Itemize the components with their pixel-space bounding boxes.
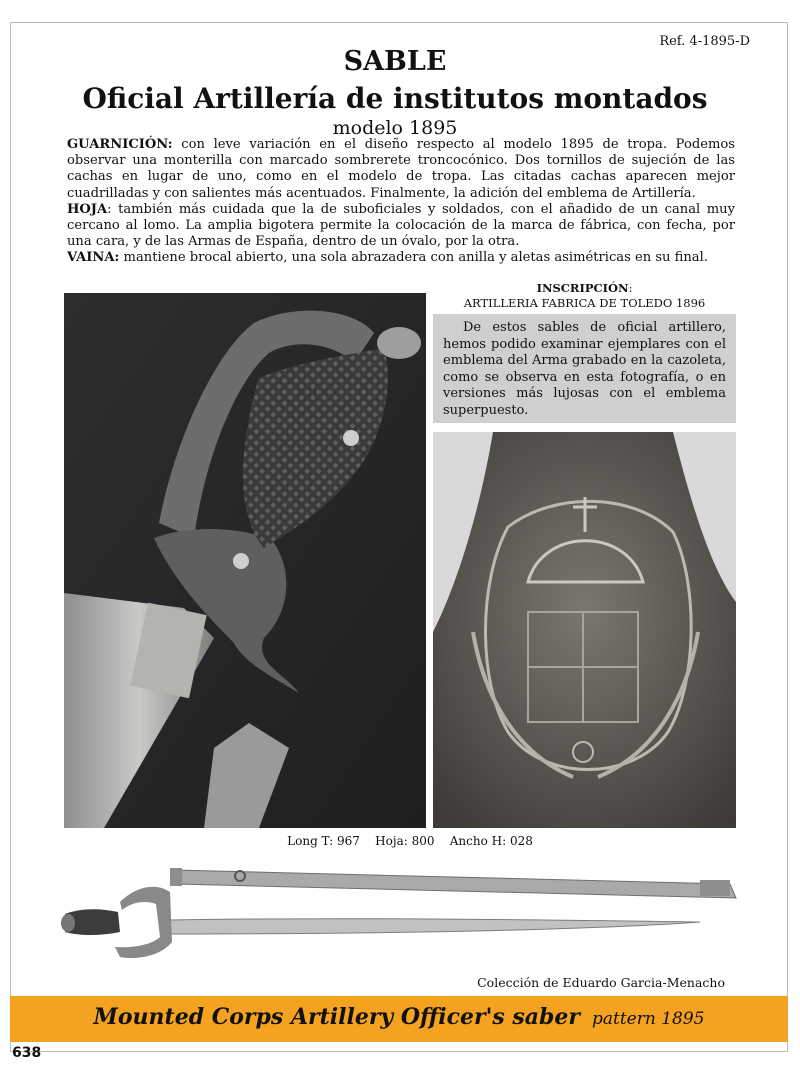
title-subtitle: Oficial Artillería de institutos montados: [82, 82, 708, 115]
collection-credit: Colección de Eduardo Garcia-Menacho: [477, 975, 725, 990]
inscription-label: INSCRIPCIÓN: [536, 281, 629, 295]
emblem-photo: [433, 432, 736, 828]
hilt-photo: [64, 293, 426, 828]
hoja-label: HOJA: [67, 201, 108, 217]
reference-number: Ref. 4-1895-D: [659, 34, 750, 49]
inscription-text: ARTILLERIA FABRICA DE TOLEDO 1896: [463, 296, 706, 310]
note-box: [433, 314, 736, 423]
vaina-label: VAINA:: [67, 250, 120, 266]
full-saber-illustration: [60, 862, 750, 972]
hoja-paragraph: [67, 202, 735, 251]
title-model: modelo 1895: [332, 117, 458, 139]
note-text: De estos sables de oficial artillero, hemos podido examinar ejemplares con el emblema del Arma grabado en la cazoleta, como se observa en esta fotografía, o en versiones más lujosas con el emblema superpuesto.: [443, 320, 726, 418]
title-main: SABLE: [343, 46, 447, 77]
hoja-text: : también más cuidada que la de suboficiales y soldados, con el añadido de un canal muy cercano al lomo. La amplia bigotera permite la colocación de la marca de fábrica, con fecha, por una cara, y de las Armas de España, dentro de un óvalo, por la otra.: [67, 201, 735, 250]
dimensions: Long T: 967 Hoja: 800 Ancho H: 028: [287, 834, 533, 848]
page-number: 638: [12, 1045, 42, 1061]
vaina-paragraph: [67, 250, 735, 266]
english-title-banner: [10, 996, 788, 1042]
guarnicion-text: con leve variación en el diseño respecto al modelo 1895 de tropa. Podemos observar una monterilla con marcado sombrerete troncocónico. Dos tornillos de sujeción de las cachas en lugar de uno, como en el modelo de tropa. Las citadas cachas aparecen mejor cuadrilladas y con salientes más acentuados. Finalmente, la adición del emblema de Artillería.: [67, 137, 735, 201]
vaina-text: mantiene brocal abierto, una sola abrazadera con anilla y aletas asimétricas en su final.: [119, 250, 708, 266]
hilt-illustration: [64, 293, 426, 828]
banner-text: [10, 1004, 788, 1030]
description-text: [67, 137, 735, 267]
emblem-illustration: [433, 432, 736, 828]
guarnicion-paragraph: [67, 137, 735, 202]
guarnicion-label: GUARNICIÓN:: [67, 137, 173, 152]
banner-subtitle: pattern 1895: [591, 1009, 705, 1029]
inscription-colon: :: [628, 281, 633, 295]
banner-main-title: Mounted Corps Artillery Officer's saber: [93, 1004, 580, 1030]
inscription-block: [433, 281, 736, 311]
